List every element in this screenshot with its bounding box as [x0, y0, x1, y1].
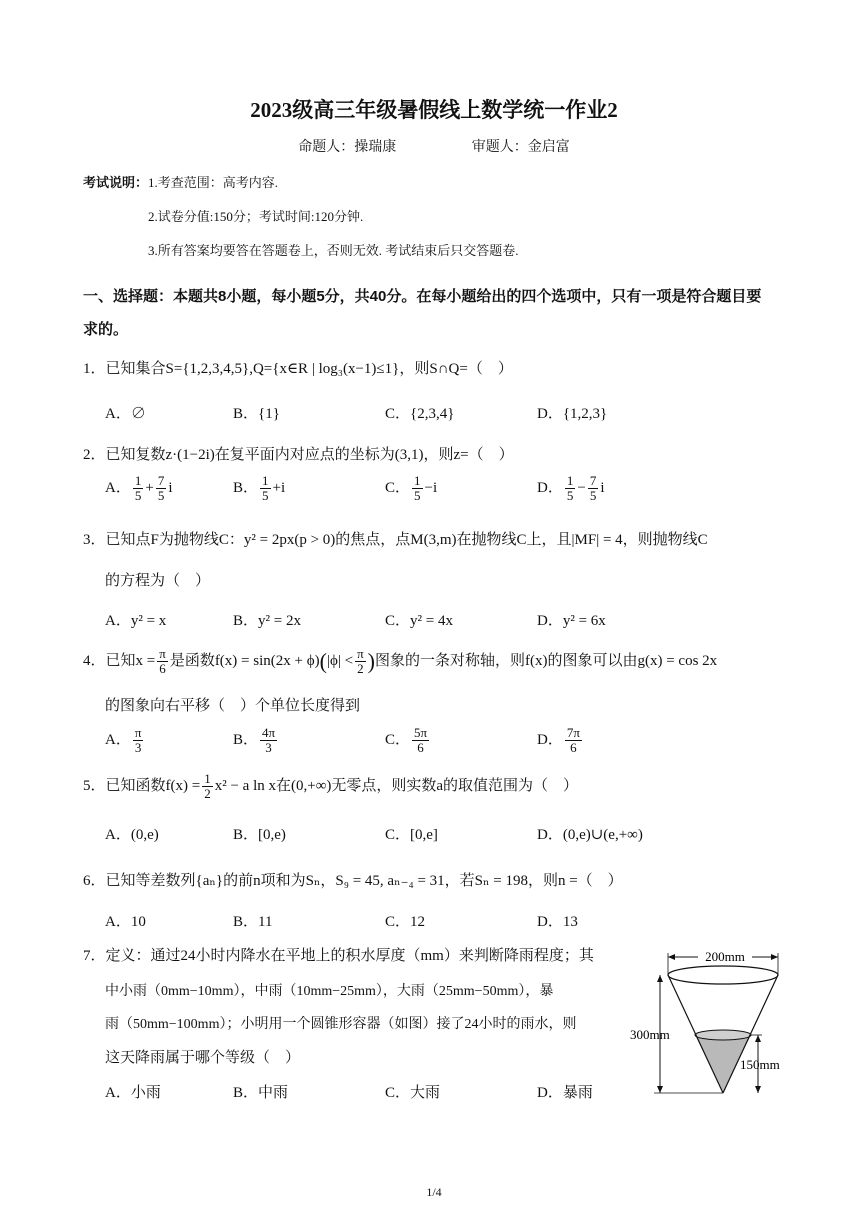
q6-option-b: B．11 [233, 914, 273, 930]
question-1: 1．已知集合S={1,2,3,4,5},Q={x∈R | log₃(x−1)≤1}，则S∩Q=（ ） [83, 361, 513, 377]
q4-option-a: A． $\frac{\pi}{3}$ [105, 725, 142, 755]
question-7-line4: 这天降雨属于哪个等级（ ） [105, 1050, 301, 1066]
q6-option-a: A．10 [105, 914, 146, 930]
q7-option-d: D．暴雨 [537, 1085, 593, 1101]
q1-option-c: C．{2,3,4} [385, 406, 455, 422]
author: 命题人：操瑞康 [298, 140, 397, 155]
q2-option-b: B． $\frac{1}{5}$ +i [233, 473, 286, 503]
author-line [0, 136, 868, 156]
section-heading: 一、选择题：本题共8小题，每小题5分，共40分。在每小题给出的四个选项中，只有一项是符合题目要 [83, 288, 762, 305]
question-4: 4．已知x = $\frac{\pi}{6}$ 是函数f(x) = sin(2x + ϕ)(|ϕ| < $\frac{\pi}{2}$ )图象的一条对称轴，则f(x)的图象可以由g(x) = cos 2x [83, 646, 718, 676]
q2-option-d: D． $\frac{1}{5}$ − $\frac{7}{5}$ i [537, 473, 605, 503]
question-2: 2．已知复数z·(1−2i)在复平面内对应点的坐标为(3,1)，则z=（ ） [83, 447, 514, 463]
question-3-cont: 的方程为（ ） [105, 573, 211, 589]
q4-option-c: C． $\frac{5\pi}{6}$ [385, 725, 428, 755]
cone-figure [630, 945, 800, 1095]
q6-option-c: C．12 [385, 914, 426, 930]
question-6: 6．已知等差数列{aₙ}的前n项和为Sₙ，S₉ = 45, aₙ₋₄ = 31，若Sₙ = 198，则n =（ ） [83, 873, 623, 889]
q3-option-c: C．y² = 4x [385, 613, 453, 629]
cone-drawing [654, 953, 778, 1093]
section-heading-cont: 求的。 [83, 321, 129, 338]
instruction-2: 2.试卷分值:150分；考试时间:120分钟. [148, 209, 364, 224]
q2-option-c: C． $\frac{1}{5}$ −i [385, 473, 438, 503]
q1-option-d: D．{1,2,3} [537, 406, 608, 422]
q7-option-c: C．大雨 [385, 1085, 441, 1101]
instruction-1: 考试说明：1.考查范围：高考内容. [83, 175, 279, 190]
q6-option-d: D．13 [537, 914, 578, 930]
question-7-line2: 中小雨（0mm−10mm），中雨（10mm−25mm），大雨（25mm−50mm），暴 [105, 984, 554, 999]
q1-option-a: A．∅ [105, 406, 146, 422]
page-title: 2023级高三年级暑假线上数学统一作业2 [250, 98, 618, 122]
q4-option-d: D． $\frac{7\pi}{6}$ [537, 725, 580, 755]
q5-option-d: D．(0,e)∪(e,+∞) [537, 827, 643, 843]
reviewer: 审题人：金启富 [471, 140, 570, 155]
question-3: 3．已知点F为抛物线C：y² = 2px(p > 0)的焦点，点M(3,m)在抛物线C上，且|MF| = 4，则抛物线C [83, 532, 708, 548]
q4-option-b: B． $\frac{4\pi}{3}$ [233, 725, 276, 755]
instruction-3: 3.所有答案均要答在答题卷上，否则无效. 考试结束后只交答题卷. [148, 243, 519, 258]
q5-option-c: C．[0,e] [385, 827, 438, 843]
page-number: 1/4 [426, 1185, 442, 1199]
q7-option-b: B．中雨 [233, 1085, 289, 1101]
instruction-label: 考试说明： [83, 175, 149, 190]
question-5: 5．已知函数f(x) = $\frac{1}{2}$ x² − a ln x在(0,+∞)无零点，则实数a的取值范围为（ ） [83, 771, 579, 801]
q3-option-d: D．y² = 6x [537, 613, 606, 629]
top-diameter-label: 200mm [705, 949, 745, 964]
q7-option-a: A．小雨 [105, 1085, 161, 1101]
question-4-cont: 的图象向右平移（ ）个单位长度得到 [105, 698, 361, 714]
q2-option-a: A． $\frac{1}{5}$ + $\frac{7}{5}$ i [105, 473, 173, 503]
question-7: 7．定义：通过24小时内降水在平地上的积水厚度（mm）来判断降雨程度；其 [83, 948, 594, 964]
q1-option-b: B．{1} [233, 406, 280, 422]
q3-option-a: A．y² = x [105, 613, 167, 629]
question-7-line3: 雨（50mm−100mm）；小明用一个圆锥形容器（如图）接了24小时的雨水，则 [105, 1017, 577, 1032]
height-label: 300mm [630, 1027, 670, 1042]
q5-option-b: B．[0,e) [233, 827, 286, 843]
water-depth-label: 150mm [740, 1057, 780, 1072]
q5-option-a: A．(0,e) [105, 827, 159, 843]
q3-option-b: B．y² = 2x [233, 613, 301, 629]
